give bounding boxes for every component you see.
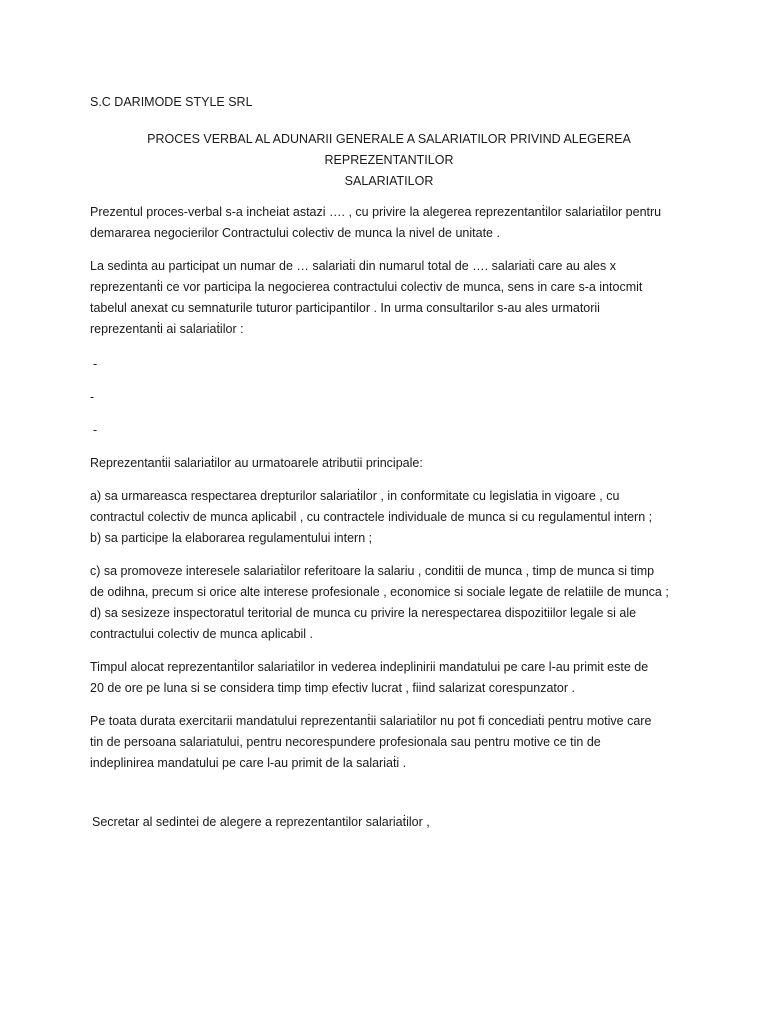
document-body: [90, 92, 680, 845]
document-title: [90, 129, 680, 192]
text-line: tin de persoana salariatului, pentru necorespundere profesionala sau pentru motive ce tin de: [90, 735, 601, 749]
title-line: PROCES VERBAL AL ADUNARII GENERALE A SALARIATILOR PRIVIND ALEGEREA REPREZENTANTILOR: [147, 132, 631, 167]
durata-paragraph: [90, 711, 680, 774]
representatives-list: [90, 354, 680, 453]
text-line: de odihna, precum si orice alte interese profesionale , economice si sociale legate de relatiile de munca ;: [90, 585, 669, 599]
representative-placeholder: -: [93, 423, 98, 437]
intro-paragraph: [90, 202, 680, 244]
text-line: c) sa promoveze interesele salariaṫilor referitoare la salariu , conditii de munca , timp de munca si timp: [90, 564, 655, 578]
text-line: Timpul alocat reprezentanṫilor salariaṫilor in vederea indeplinirii mandatului pe care l-au primit este de: [90, 660, 649, 674]
text-line: Pe toata durata exercitarii mandatului reprezentanṫii salariaṫilor nu pot fi concediaṫi pentru motive care: [90, 714, 652, 728]
text-line: d) sa sesizeze inspectoratul teritorial de munca cu privire la nerespectarea dispozitiilor legale si ale: [90, 606, 637, 620]
atributii-cd-paragraph: [90, 561, 680, 645]
timp-paragraph: [90, 657, 680, 699]
text-line: b) sa participe la elaborarea regulamentului intern ;: [90, 531, 373, 545]
representative-placeholder: -: [90, 390, 95, 404]
text-line: tabelul anexat cu semnaturile tuturor participantilor . In urma consultarilor s-au ales urmatorii: [90, 301, 600, 315]
representative-placeholder: -: [93, 357, 98, 371]
text-line: contractul colectiv de munca aplicabil , cu contractele individuale de munca si cu regulamentul intern ;: [90, 510, 653, 524]
atributii-ab-paragraph: [90, 486, 680, 549]
text-line: a) sa urmareasca respectarea drepturilor salariaṫilor , in conformitate cu legislatia in vigoare , cu: [90, 489, 620, 503]
secretar-signature-line: Secretar al sedintei de alegere a reprezentantilor salariaṫilor ,: [92, 815, 430, 829]
text-line: reprezentanṫi ai salariaṫilor :: [90, 322, 244, 336]
text-line: reprezentanṫi ce vor participa la negocierea contractului colectiv de munca, sens in care s-a intocmit: [90, 280, 643, 294]
text-line: 20 de ore pe luna si se considera timp timp efectiv lucrat , fiind salarizat corespunzator .: [90, 681, 575, 695]
company-name: S.C DARIMODE STYLE SRL: [90, 95, 253, 109]
text-line: La sedinta au participat un numar de … salariaṫi din numarul total de …. salariaṫi care au ales x: [90, 259, 616, 273]
title-line: SALARIATILOR: [344, 174, 434, 188]
text-line: indeplinirea mandatului pe care l-au primit de la salariaṫi .: [90, 756, 407, 770]
text-line: Prezentul proces-verbal s-a incheiat astazi …. , cu privire la alegerea reprezentanṫilor salariaṫilor pentru: [90, 205, 662, 219]
text-line: contractului colectiv de munca aplicabil .: [90, 627, 314, 641]
text-line: demararea negocierilor Contractului colectiv de munca la nivel de unitate .: [90, 226, 500, 240]
attendance-paragraph: [90, 256, 680, 340]
atributii-heading: Reprezentanṫii salariaṫilor au urmatoarele atributii principale:: [90, 456, 423, 470]
